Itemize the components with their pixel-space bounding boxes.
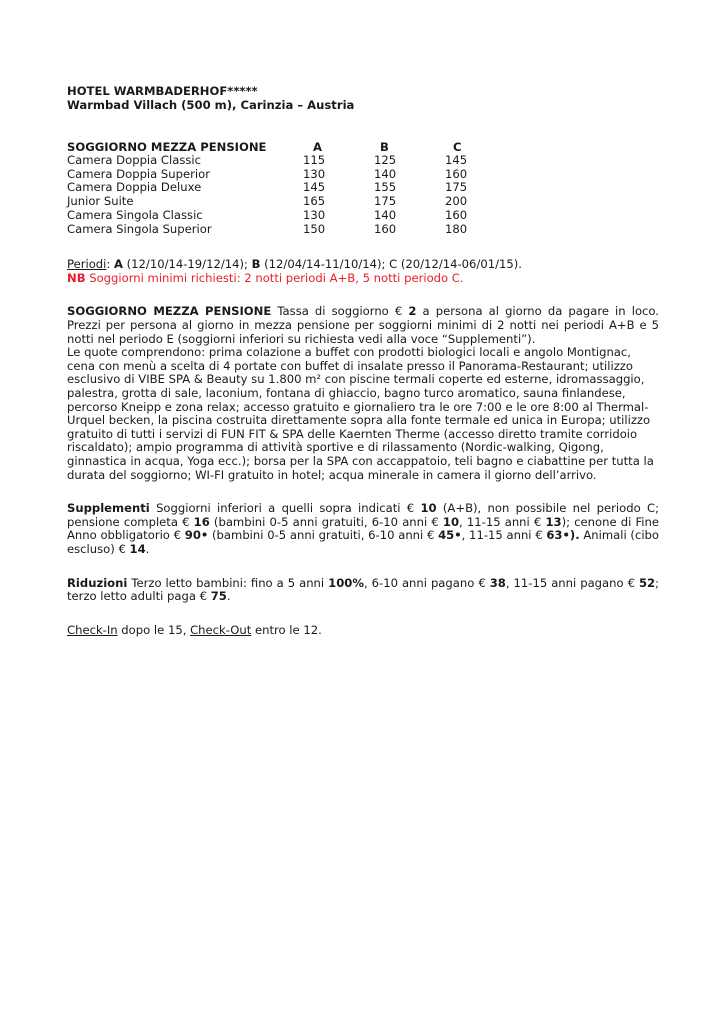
supplement-value: 63•).	[546, 528, 580, 543]
supplements-text: , 11-15 anni €	[461, 528, 547, 543]
price-a: 145	[303, 180, 326, 195]
description-section	[67, 305, 659, 482]
hotel-name: HOTEL WARMBADERHOF*****	[67, 84, 258, 98]
reductions-section	[67, 577, 659, 604]
supplements-paragraph	[67, 502, 659, 556]
reductions-text: ; terzo letto adulti paga €	[67, 575, 659, 604]
nb-line	[67, 272, 659, 286]
supplements-text: Animali (cibo escluso) €	[67, 528, 659, 556]
table-row	[67, 223, 514, 237]
rates-header-row	[67, 140, 514, 154]
period-b-c-dates: (12/04/14-11/10/14); C (20/12/14-06/01/15).	[260, 257, 522, 272]
nb-label: NB	[67, 270, 86, 285]
supplements-section	[67, 502, 659, 556]
description-intro	[67, 305, 659, 346]
room-name: Junior Suite	[67, 194, 134, 209]
description-title: SOGGIORNO MEZZA PENSIONE	[67, 304, 272, 319]
period-a-dates: (12/10/14-19/12/14);	[122, 257, 252, 272]
room-name: Camera Doppia Classic	[67, 153, 202, 167]
column-header-b: B	[380, 140, 389, 154]
checkin-text: dopo le 15,	[117, 622, 191, 637]
nb-text: Soggiorni minimi richiesti: 2 notti periodi A+B, 5 notti periodo C.	[85, 270, 464, 285]
price-a: 130	[303, 207, 326, 222]
table-row	[67, 181, 514, 195]
column-header-a: A	[313, 140, 322, 154]
supplements-text: (bambini 0-5 anni gratuiti, 6-10 anni €	[208, 528, 439, 543]
rates-table	[67, 140, 514, 236]
supplement-value: 10	[442, 514, 460, 529]
reductions-text: , 6-10 anni pagano €	[363, 575, 490, 590]
periods-section	[67, 258, 659, 285]
description-includes: Le quote comprendono: prima colazione a buffet con prodotti biologici locali e angolo Montignac, cena con menù a scelta di 4 portate con buffet di insalate presso il Panorama-Restaurant; utilizzo esclusivo di VIBE SPA & Beauty su 1.800 m² con piscine termali coperte ed esterne, idromassaggio, palestra, grotta di sale, laconium, fontana di ghiaccio, bagno turco aromatico, sauna finlandese, percorso Kneipp e zona relax; accesso gratuito e giornaliero tra le ore 7:00 e le ore 8:00 al Thermal-Urquel becken, la piscina costruita direttamente sopra alla fonte termale ed unica in Europa; utilizzo gratuito di tutti i servizi di FUN FIT & SPA delle Kaernten Therme (accesso diretto tramite corridoio riscaldato); ampio programma di attività sportive e di rilassamento (Nordic-walking, Qigong, ginnastica in acqua, Yoga ecc.); borsa per la SPA con accappatoio, teli bagno e ciabattine per tutta la durata del soggiorno; WI-FI gratuito in hotel; acqua minerale in camera il giorno dell’arrivo.	[67, 345, 654, 482]
description-text: Tassa di soggiorno €	[271, 304, 409, 319]
table-row	[67, 168, 514, 182]
reduction-value: 52	[638, 575, 656, 590]
hotel-location: Warmbad Villach (500 m), Carinzia – Austria	[67, 98, 355, 112]
price-c: 200	[445, 194, 468, 209]
tax-value: 2	[408, 304, 417, 319]
column-header-c: C	[453, 140, 462, 154]
room-name: Camera Doppia Deluxe	[67, 180, 202, 195]
price-c: 160	[445, 166, 468, 181]
supplement-value: 16	[193, 514, 210, 529]
checkout-text: entro le 12.	[251, 622, 322, 637]
supplement-value: 90•	[184, 528, 209, 543]
room-name: Camera Singola Superior	[67, 221, 212, 236]
supplement-value: 14	[129, 541, 146, 556]
periods-sep: :	[106, 257, 114, 272]
period-b-code: B	[251, 257, 261, 272]
table-row	[67, 154, 514, 168]
reduction-value: 75	[210, 589, 227, 604]
period-a-code: A	[113, 257, 123, 272]
supplements-text: .	[145, 541, 150, 556]
reduction-value: 38	[489, 575, 506, 590]
room-name: Camera Doppia Superior	[67, 166, 210, 181]
room-name: Camera Singola Classic	[67, 207, 203, 222]
price-a: 115	[303, 153, 326, 167]
price-c: 160	[445, 207, 468, 222]
checkin-line	[67, 624, 659, 638]
checkout-label: Check-Out	[190, 622, 252, 637]
supplement-value: 10	[420, 501, 437, 516]
reductions-text: Terzo letto bambini: fino a 5 anni	[127, 575, 329, 590]
reductions-text: , 11-15 anni pagano €	[505, 575, 639, 590]
supplements-text: (bambini 0-5 anni gratuiti, 6-10 anni €	[209, 514, 443, 529]
checkin-label: Check-In	[67, 622, 118, 637]
table-row	[67, 209, 514, 223]
rates-title: SOGGIORNO MEZZA PENSIONE	[67, 140, 267, 154]
checkin-section	[67, 624, 659, 638]
price-b: 175	[374, 194, 397, 209]
price-b: 125	[374, 153, 397, 167]
document-page	[67, 84, 659, 637]
price-c: 180	[445, 221, 468, 236]
price-b: 140	[374, 207, 397, 222]
price-b: 155	[374, 180, 397, 195]
reductions-text: .	[226, 589, 231, 604]
description-text: a persona al giorno da pagare in loco. Prezzi per persona al giorno in mezza pensione per soggiorni minimi di 2 notti nei periodi A+B e 5 notti nel periodo E (soggiorni inferiori su richiesta vedi alla voce “Supplementi”).	[67, 304, 659, 346]
price-a: 150	[303, 221, 326, 236]
price-a: 165	[303, 194, 326, 209]
table-row	[67, 195, 514, 209]
supplement-value: 45•	[438, 528, 462, 543]
supplements-text: , 11-15 anni €	[459, 514, 546, 529]
reductions-label: Riduzioni	[67, 575, 128, 590]
reductions-paragraph	[67, 577, 659, 604]
price-b: 140	[374, 166, 397, 181]
price-c: 145	[445, 153, 468, 167]
supplements-text: Soggiorni inferiori a quelli sopra indicati €	[149, 501, 421, 516]
price-a: 130	[303, 166, 326, 181]
price-c: 175	[445, 180, 468, 195]
supplements-text: (A+B), non possibile nel periodo C; pensione completa €	[67, 501, 659, 529]
supplements-text: ); cenone di Fine Anno obbligatorio €	[67, 514, 660, 543]
periods-label: Periodi	[67, 257, 107, 272]
supplements-label: Supplementi	[67, 501, 150, 516]
reduction-value: 100%	[328, 575, 364, 590]
price-b: 160	[374, 221, 397, 236]
supplement-value: 13	[545, 514, 562, 529]
periods-line	[67, 258, 659, 272]
